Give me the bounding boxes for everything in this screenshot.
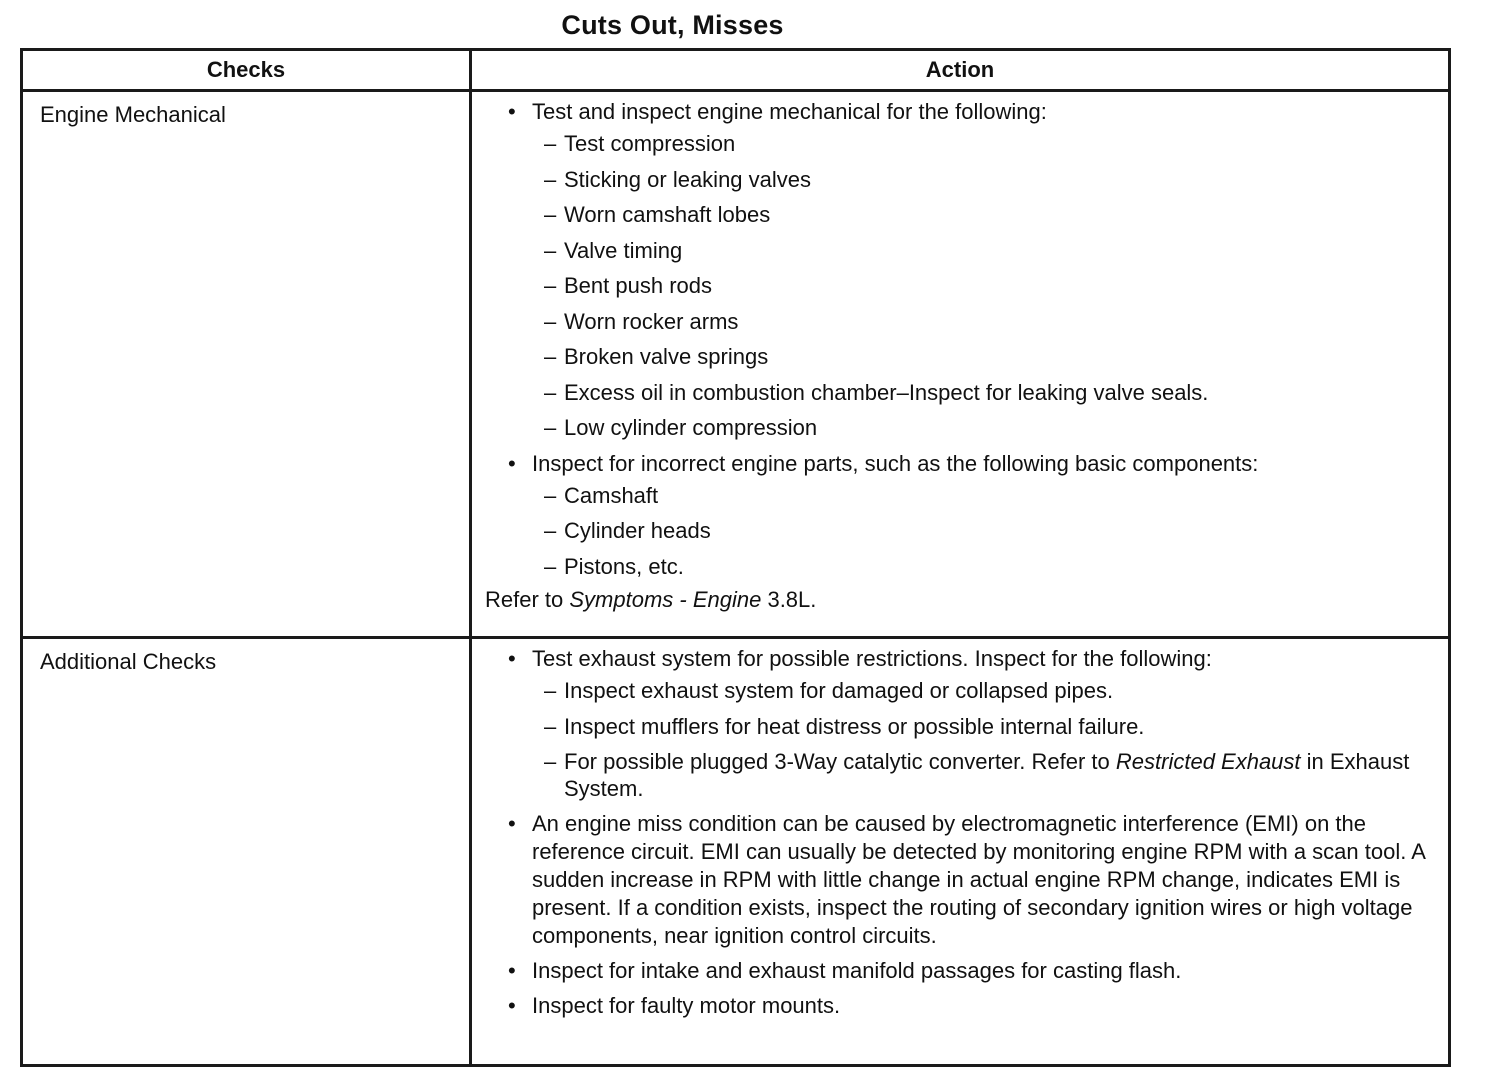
page-title: Cuts Out, Misses [561, 10, 784, 40]
sub-item [544, 308, 1438, 336]
dash-icon: – [544, 344, 557, 369]
list-item [508, 645, 1438, 802]
sub-item [544, 517, 1438, 545]
sub-text: For possible plugged 3-Way catalytic converter. Refer to [564, 749, 1116, 774]
bullet-text: Inspect for intake and exhaust manifold passages for casting flash. [532, 957, 1182, 983]
sub-item [544, 343, 1438, 371]
sub-item [544, 201, 1438, 229]
sub-item [544, 379, 1438, 407]
dash-icon: – [544, 415, 557, 440]
bullet-text: An engine miss condition can be caused by electromagnetic interference (EMI) on the reference circuit. EMI can usually be detected by monitoring engine RPM with a scan tool. A sudden increase in RPM with little change in actual engine RPM change, indicates EMI is present. If a condition exists, inspect the routing of secondary ignition wires or high voltage components, near ignition control circuits. [532, 810, 1425, 948]
sub-list [532, 130, 1438, 442]
sub-link-text: Restricted Exhaust [1115, 749, 1301, 774]
sub-item [544, 677, 1438, 705]
bullet-text: Inspect for faulty motor mounts. [532, 992, 841, 1018]
bullet-icon: • [508, 810, 516, 836]
sub-text: Bent push rods [564, 273, 712, 298]
sub-item [544, 482, 1438, 510]
header-action: Action [471, 50, 1450, 91]
sub-text: Test compression [564, 131, 736, 156]
refer-suffix: 3.8L. [761, 587, 817, 612]
bullet-icon: • [508, 992, 516, 1018]
bullet-icon: • [508, 957, 516, 983]
header-checks: Checks [22, 50, 471, 91]
sub-item [544, 748, 1438, 802]
dash-icon: – [544, 749, 557, 774]
sub-text: Broken valve springs [564, 344, 769, 369]
action-additional-checks [471, 638, 1450, 1066]
table-row [22, 91, 1450, 638]
dash-icon: – [544, 131, 557, 156]
sub-text: Valve timing [564, 237, 683, 263]
sub-item [544, 414, 1438, 442]
bullet-icon: • [508, 646, 516, 671]
sub-text: Inspect exhaust system for damaged or collapsed pipes. [564, 678, 1114, 703]
dash-icon: – [544, 518, 557, 543]
sub-item [544, 130, 1438, 158]
list-item [508, 810, 1438, 950]
sub-text-suffix: in Exhaust System. [564, 749, 1410, 801]
list-item [508, 450, 1438, 581]
sub-item [544, 237, 1438, 265]
dash-icon: – [544, 166, 557, 192]
dash-icon: – [544, 308, 557, 334]
dash-icon: – [544, 237, 557, 263]
action-list [472, 98, 1438, 581]
sub-text: Worn camshaft lobes [564, 202, 771, 227]
dash-icon: – [544, 482, 557, 508]
sub-list [532, 677, 1438, 802]
dash-icon: – [544, 678, 557, 703]
diagnostic-table [20, 48, 1451, 1067]
sub-item [544, 166, 1438, 194]
dash-icon: – [544, 202, 557, 227]
refer-prefix: Refer to [485, 587, 570, 612]
action-engine-mechanical [471, 91, 1450, 638]
bullet-text: Inspect for incorrect engine parts, such as the following basic components: [532, 450, 1259, 476]
dash-icon: – [544, 379, 557, 405]
dash-icon: – [544, 273, 557, 298]
refer-link-text: Symptoms - Engine [569, 587, 762, 612]
sub-text: Cylinder heads [564, 518, 711, 543]
sub-text: Inspect mufflers for heat distress or possible internal failure. [564, 713, 1145, 739]
action-list [472, 645, 1438, 1020]
refer-note [472, 586, 1438, 614]
bullet-icon: • [508, 99, 516, 124]
header-row [22, 50, 1450, 91]
bullet-text: Test and inspect engine mechanical for the following: [532, 99, 1047, 124]
sub-list [532, 482, 1438, 581]
list-item [508, 992, 1438, 1020]
list-item [508, 98, 1438, 442]
bullet-icon: • [508, 450, 516, 476]
sub-text: Worn rocker arms [564, 308, 739, 334]
dash-icon: – [544, 553, 557, 579]
sub-text: Low cylinder compression [564, 415, 818, 440]
list-item [508, 957, 1438, 985]
sub-item [544, 713, 1438, 741]
dash-icon: – [544, 713, 557, 739]
sub-text: Excess oil in combustion chamber–Inspect for leaking valve seals. [564, 379, 1209, 405]
sub-text: Sticking or leaking valves [564, 166, 812, 192]
sub-text: Pistons, etc. [564, 553, 684, 579]
check-engine-mechanical: Engine Mechanical [22, 91, 471, 638]
table-row [22, 638, 1450, 1066]
sub-text: Camshaft [564, 482, 659, 508]
check-additional-checks: Additional Checks [22, 638, 471, 1066]
sub-item [544, 272, 1438, 300]
bullet-text: Test exhaust system for possible restrictions. Inspect for the following: [532, 646, 1212, 671]
sub-item [544, 553, 1438, 581]
